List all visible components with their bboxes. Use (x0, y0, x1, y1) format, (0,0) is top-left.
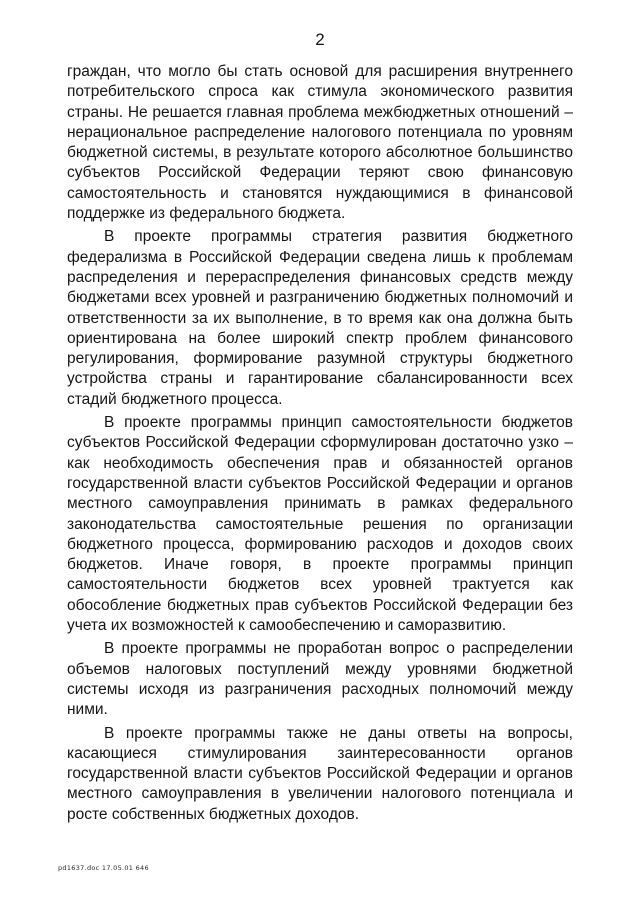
document-body (67, 62, 573, 825)
paragraph-4: В проекте программы не проработан вопрос о распределении объемов налоговых поступлений между уровнями бюджетной системы исходя из разграничения расходных полномочий между ними. (67, 640, 573, 719)
page-number: 2 (315, 30, 325, 49)
paragraph-2: В проекте программы стратегия развития бюджетного федерализма в Российской Федерации сведена лишь к проблемам распределения и перераспределения финансовых средств между бюджетами всех уровней и разграничению бюджетных полномочий и ответственности за их выполнение, в то время как она должна быть ориентирована на более широкий спектр проблем финансового регулирования, формирование разумной структуры бюджетного устройства страны и гарантирование сбалансированности всех стадий бюджетного процесса. (67, 228, 573, 408)
footer-file-note: pd1637.doc 17.05.01 646 (58, 864, 149, 872)
paragraph-3: В проекте программы принцип самостоятельности бюджетов субъектов Российской Федерации сформулирован достаточно узко – как необходимость обеспечения прав и обязанностей органов государственной власти субъектов Российской Федерации и органов местного самоуправления принимать в рамках федерального законодательства самостоятельные решения по организации бюджетного процесса, формированию расходов и доходов своих бюджетов. Иначе говоря, в проекте программы принцип самостоятельности бюджетов всех уровней трактуется как обособление бюджетных прав субъектов Российской Федерации без учета их возможностей к самообеспечению и саморазвитию. (67, 414, 573, 635)
paragraph-5: В проекте программы также не даны ответы на вопросы, касающиеся стимулирования заинтересованности органов государственной власти субъектов Российской Федерации и органов местного самоуправления в увеличении налогового потенциала и росте собственных бюджетных доходов. (67, 724, 573, 823)
paragraph-1: граждан, что могло бы стать основой для расширения внутреннего потребительского спроса как стимула экономического развития страны. Не решается главная проблема межбюджетных отношений – нерациональное распределение налогового потенциала по уровням бюджетной системы, в результате которого абсолютное большинство субъектов Российской Федерации теряют свою финансовую самостоятельность и становятся нуждающимися в финансовой поддержке из федерального бюджета. (67, 63, 573, 223)
